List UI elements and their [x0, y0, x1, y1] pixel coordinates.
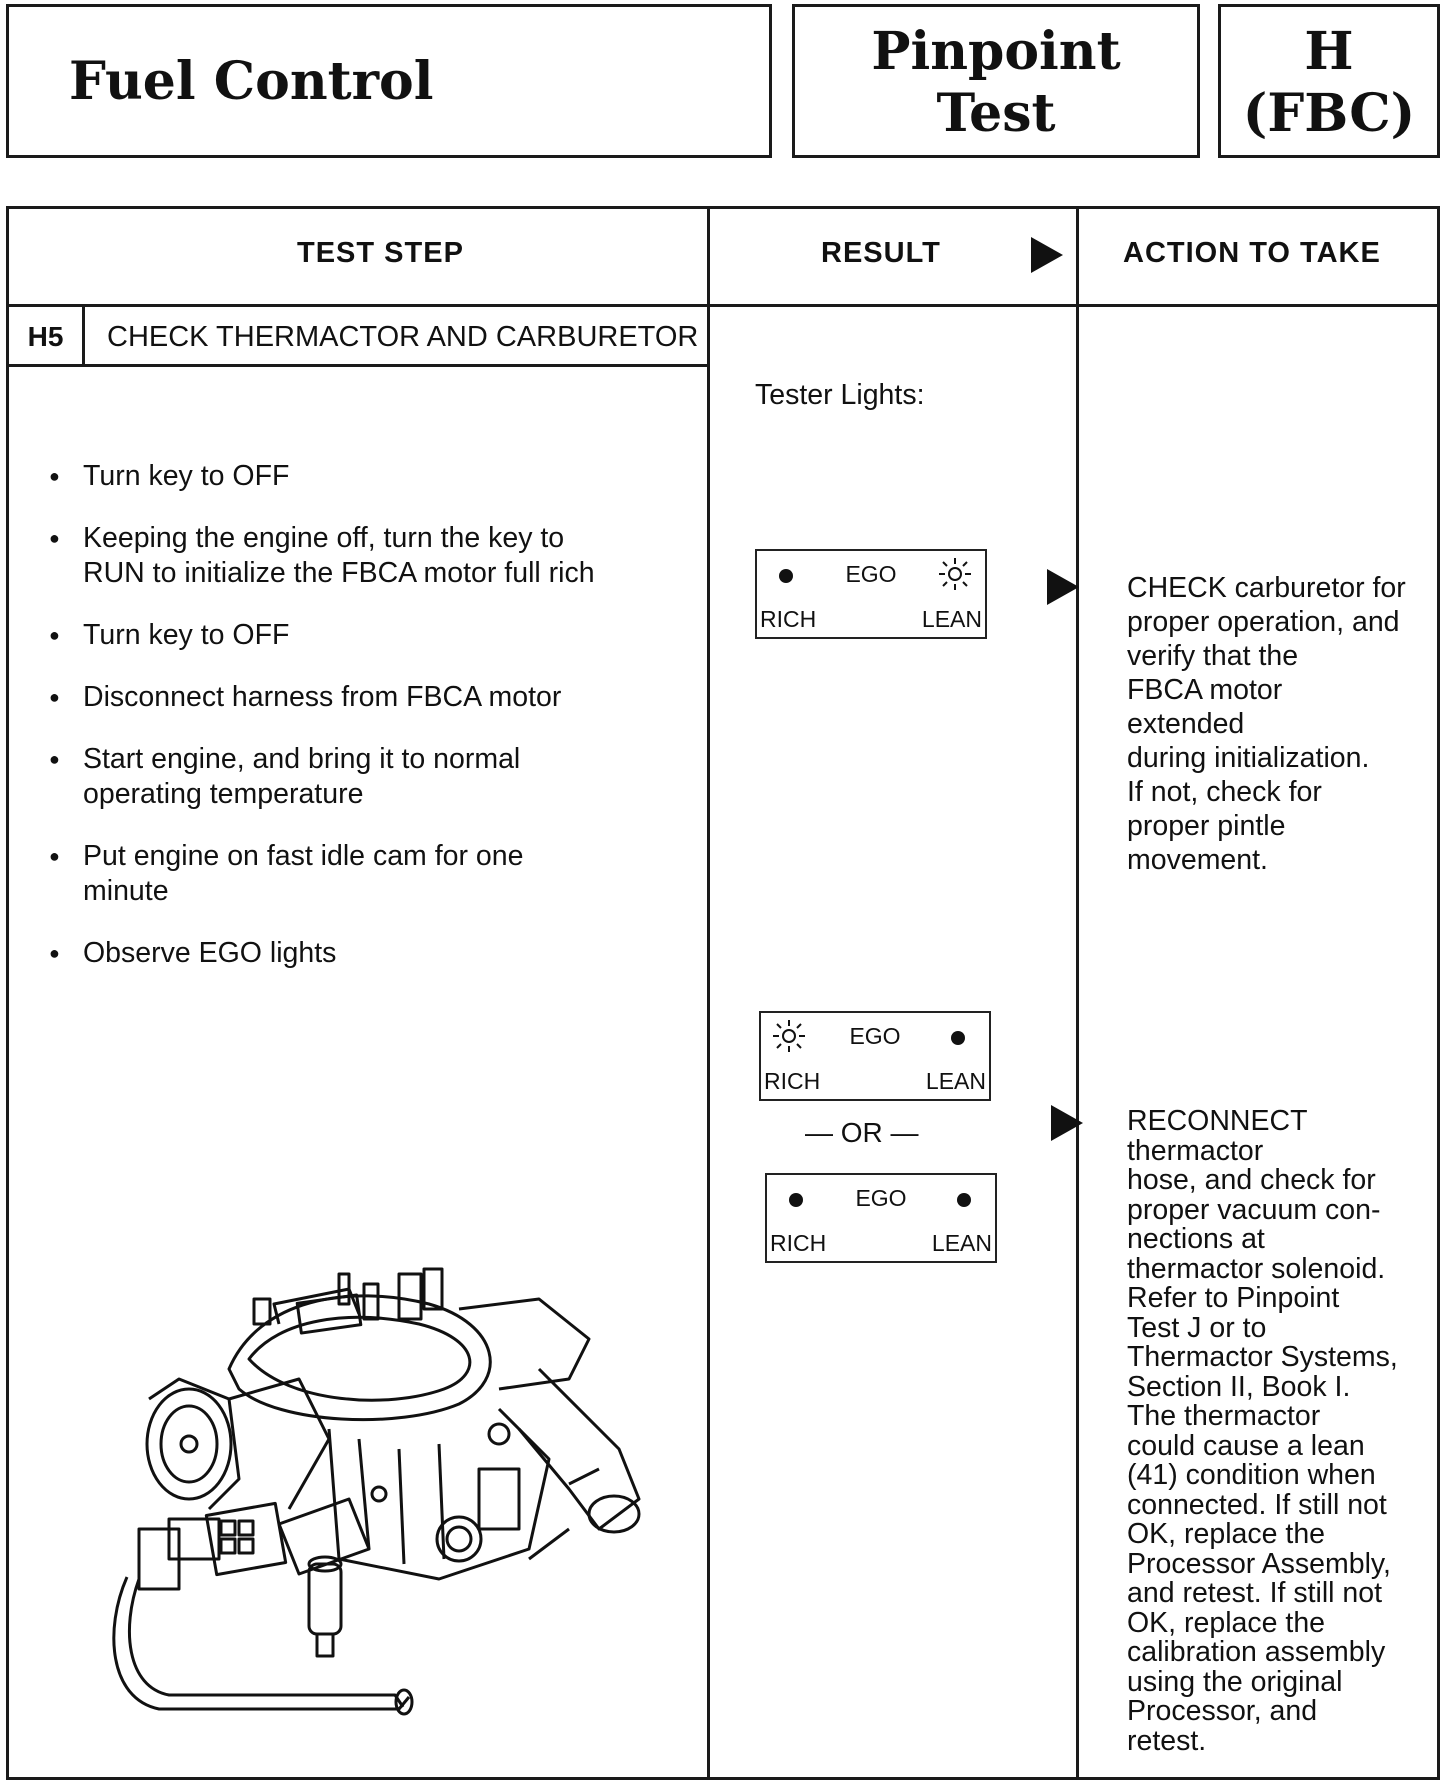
action-arrow-icon	[1051, 1105, 1083, 1141]
step-title: CHECK THERMACTOR AND CARBURETOR	[107, 321, 699, 353]
list-item: ● Disconnect harness from FBCA motor	[49, 680, 689, 715]
ego-indicator-3	[765, 1173, 997, 1263]
page-title: Fuel Control	[69, 51, 434, 112]
test-code	[1221, 21, 1437, 145]
result-arrow-icon	[1031, 237, 1063, 273]
pinpoint-test-box	[792, 4, 1200, 158]
title-box	[6, 4, 772, 158]
carburetor-illustration	[99, 1229, 659, 1729]
ego-indicator-2	[759, 1011, 991, 1101]
test-code-box	[1218, 4, 1440, 158]
lean-light-on-icon	[951, 1031, 965, 1045]
lean-label: LEAN	[921, 606, 982, 632]
col-action: ACTION TO TAKE	[1123, 237, 1381, 269]
ego-label: EGO	[855, 1185, 907, 1211]
pinpoint-test-label	[795, 21, 1197, 145]
tester-lights-label: Tester Lights:	[755, 379, 925, 411]
pinpoint-line-2: Test	[936, 83, 1056, 144]
test-table	[6, 206, 1440, 1780]
list-item: ● Put engine on fast idle cam for one minute	[49, 839, 543, 909]
lean-light-on-icon	[957, 1193, 971, 1207]
list-item: ● Start engine, and bring it to normal operating temperature	[49, 742, 603, 812]
col-result: RESULT	[821, 237, 941, 269]
list-item: ● Turn key to OFF	[49, 618, 689, 653]
action-arrow-icon	[1047, 569, 1079, 605]
action-text-1: CHECK carburetor for proper operation, and verify that the FBCA motor extended during initialization. If not, check for proper pintle movement.	[1127, 572, 1406, 876]
pinpoint-line-1: Pinpoint	[871, 21, 1121, 82]
ego-label: EGO	[845, 561, 897, 587]
ego-label: EGO	[849, 1023, 901, 1049]
step-id: H5	[9, 307, 85, 367]
column-divider	[1076, 209, 1079, 1777]
list-item: ● Turn key to OFF	[49, 459, 689, 494]
rich-label: RICH	[760, 606, 817, 632]
or-separator: — OR —	[805, 1117, 919, 1148]
list-item: ● Keeping the engine off, turn the key to RUN to initialize the FBCA motor full rich	[49, 521, 603, 591]
test-code-line-1: H	[1304, 21, 1354, 82]
lean-light-flashing-icon	[937, 556, 973, 592]
test-code-line-2: (FBC)	[1242, 83, 1416, 144]
col-test-step: TEST STEP	[297, 237, 464, 269]
ego-indicator-1	[755, 549, 987, 639]
list-item: ● Observe EGO lights	[49, 936, 689, 971]
instruction-list	[49, 459, 689, 998]
lean-label: LEAN	[931, 1230, 992, 1256]
lean-label: LEAN	[925, 1068, 986, 1094]
action-text-2: RECONNECT thermactor hose, and check for proper vacuum con- nections at thermactor solenoid. Refer to Pinpoint Test J or to Thermactor Systems, Section II, Book I. The thermactor could cause a lean (41) condition when connected. If still not OK, replace the Processor Assembly, and retest. If still not OK, replace the calibration assembly using the original Processor, and retest.	[1127, 1105, 1398, 1757]
rich-label: RICH	[770, 1230, 827, 1256]
column-divider	[707, 209, 710, 1777]
rich-label: RICH	[764, 1068, 821, 1094]
